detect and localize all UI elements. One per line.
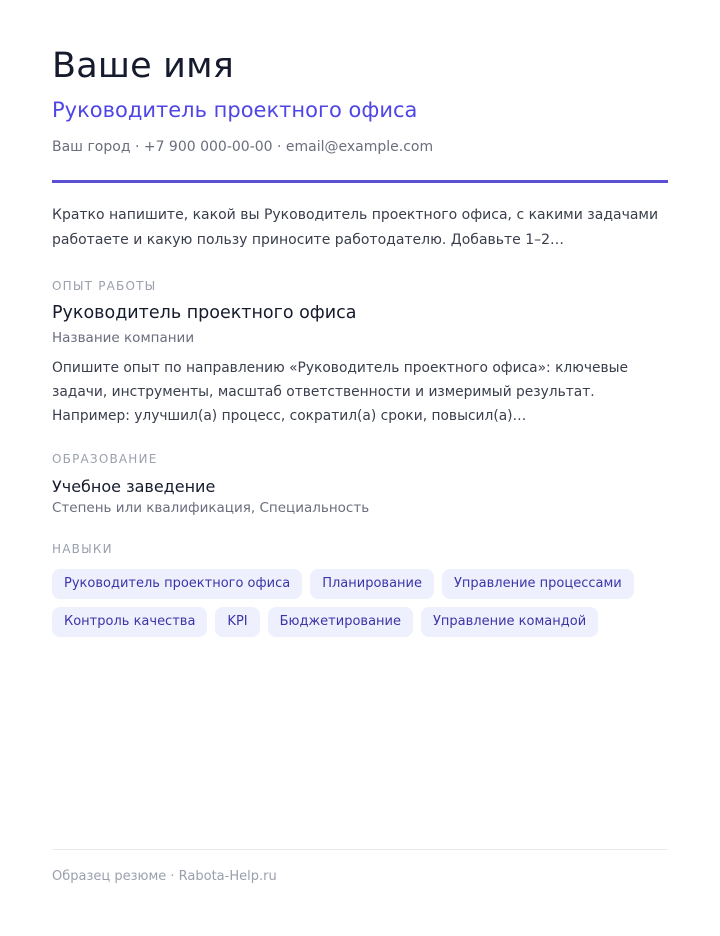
education-section-label: ОБРАЗОВАНИЕ — [52, 452, 158, 466]
skill-chip: Планирование — [310, 569, 434, 599]
footer-text: Образец резюме · Rabota-Help.ru — [52, 869, 277, 884]
skill-chip: Управление процессами — [442, 569, 634, 599]
skills-section-label: НАВЫКИ — [52, 542, 113, 556]
footer-divider — [52, 849, 668, 850]
job-description: Опишите опыт по направлению «Руководитель проектного офиса»: ключевые задачи, инструменты, масштаб ответственности и измеримый результат. Например: улучшил(а) процесс, сократил(а) сроки, повысил(а)… — [52, 360, 628, 424]
header-divider — [52, 180, 668, 183]
job-title: Руководитель проектного офиса — [52, 303, 357, 323]
education-degree: Степень или квалификация, Специальность — [52, 500, 370, 516]
summary-text: Кратко напишите, какой вы Руководитель проектного офиса, с какими задачами работаете и какую пользу приносите работодателю. Добавьте 1–2… — [52, 207, 659, 248]
education-institution: Учебное заведение — [52, 477, 216, 496]
skills-list — [52, 569, 668, 637]
experience-section-label: ОПЫТ РАБОТЫ — [52, 279, 157, 293]
skill-chip: Бюджетирование — [268, 607, 413, 637]
skill-chip: KPI — [215, 607, 259, 637]
skill-chip: Контроль качества — [52, 607, 207, 637]
skill-chip: Управление командой — [421, 607, 598, 637]
company-name: Название компании — [52, 330, 195, 346]
resume-page — [52, 0, 668, 936]
candidate-name: Ваше имя — [52, 46, 234, 86]
contact-line: Ваш город · +7 900 000-00-00 · email@example.com — [52, 139, 434, 155]
skill-chip: Руководитель проектного офиса — [52, 569, 302, 599]
candidate-role: Руководитель проектного офиса — [52, 98, 418, 122]
